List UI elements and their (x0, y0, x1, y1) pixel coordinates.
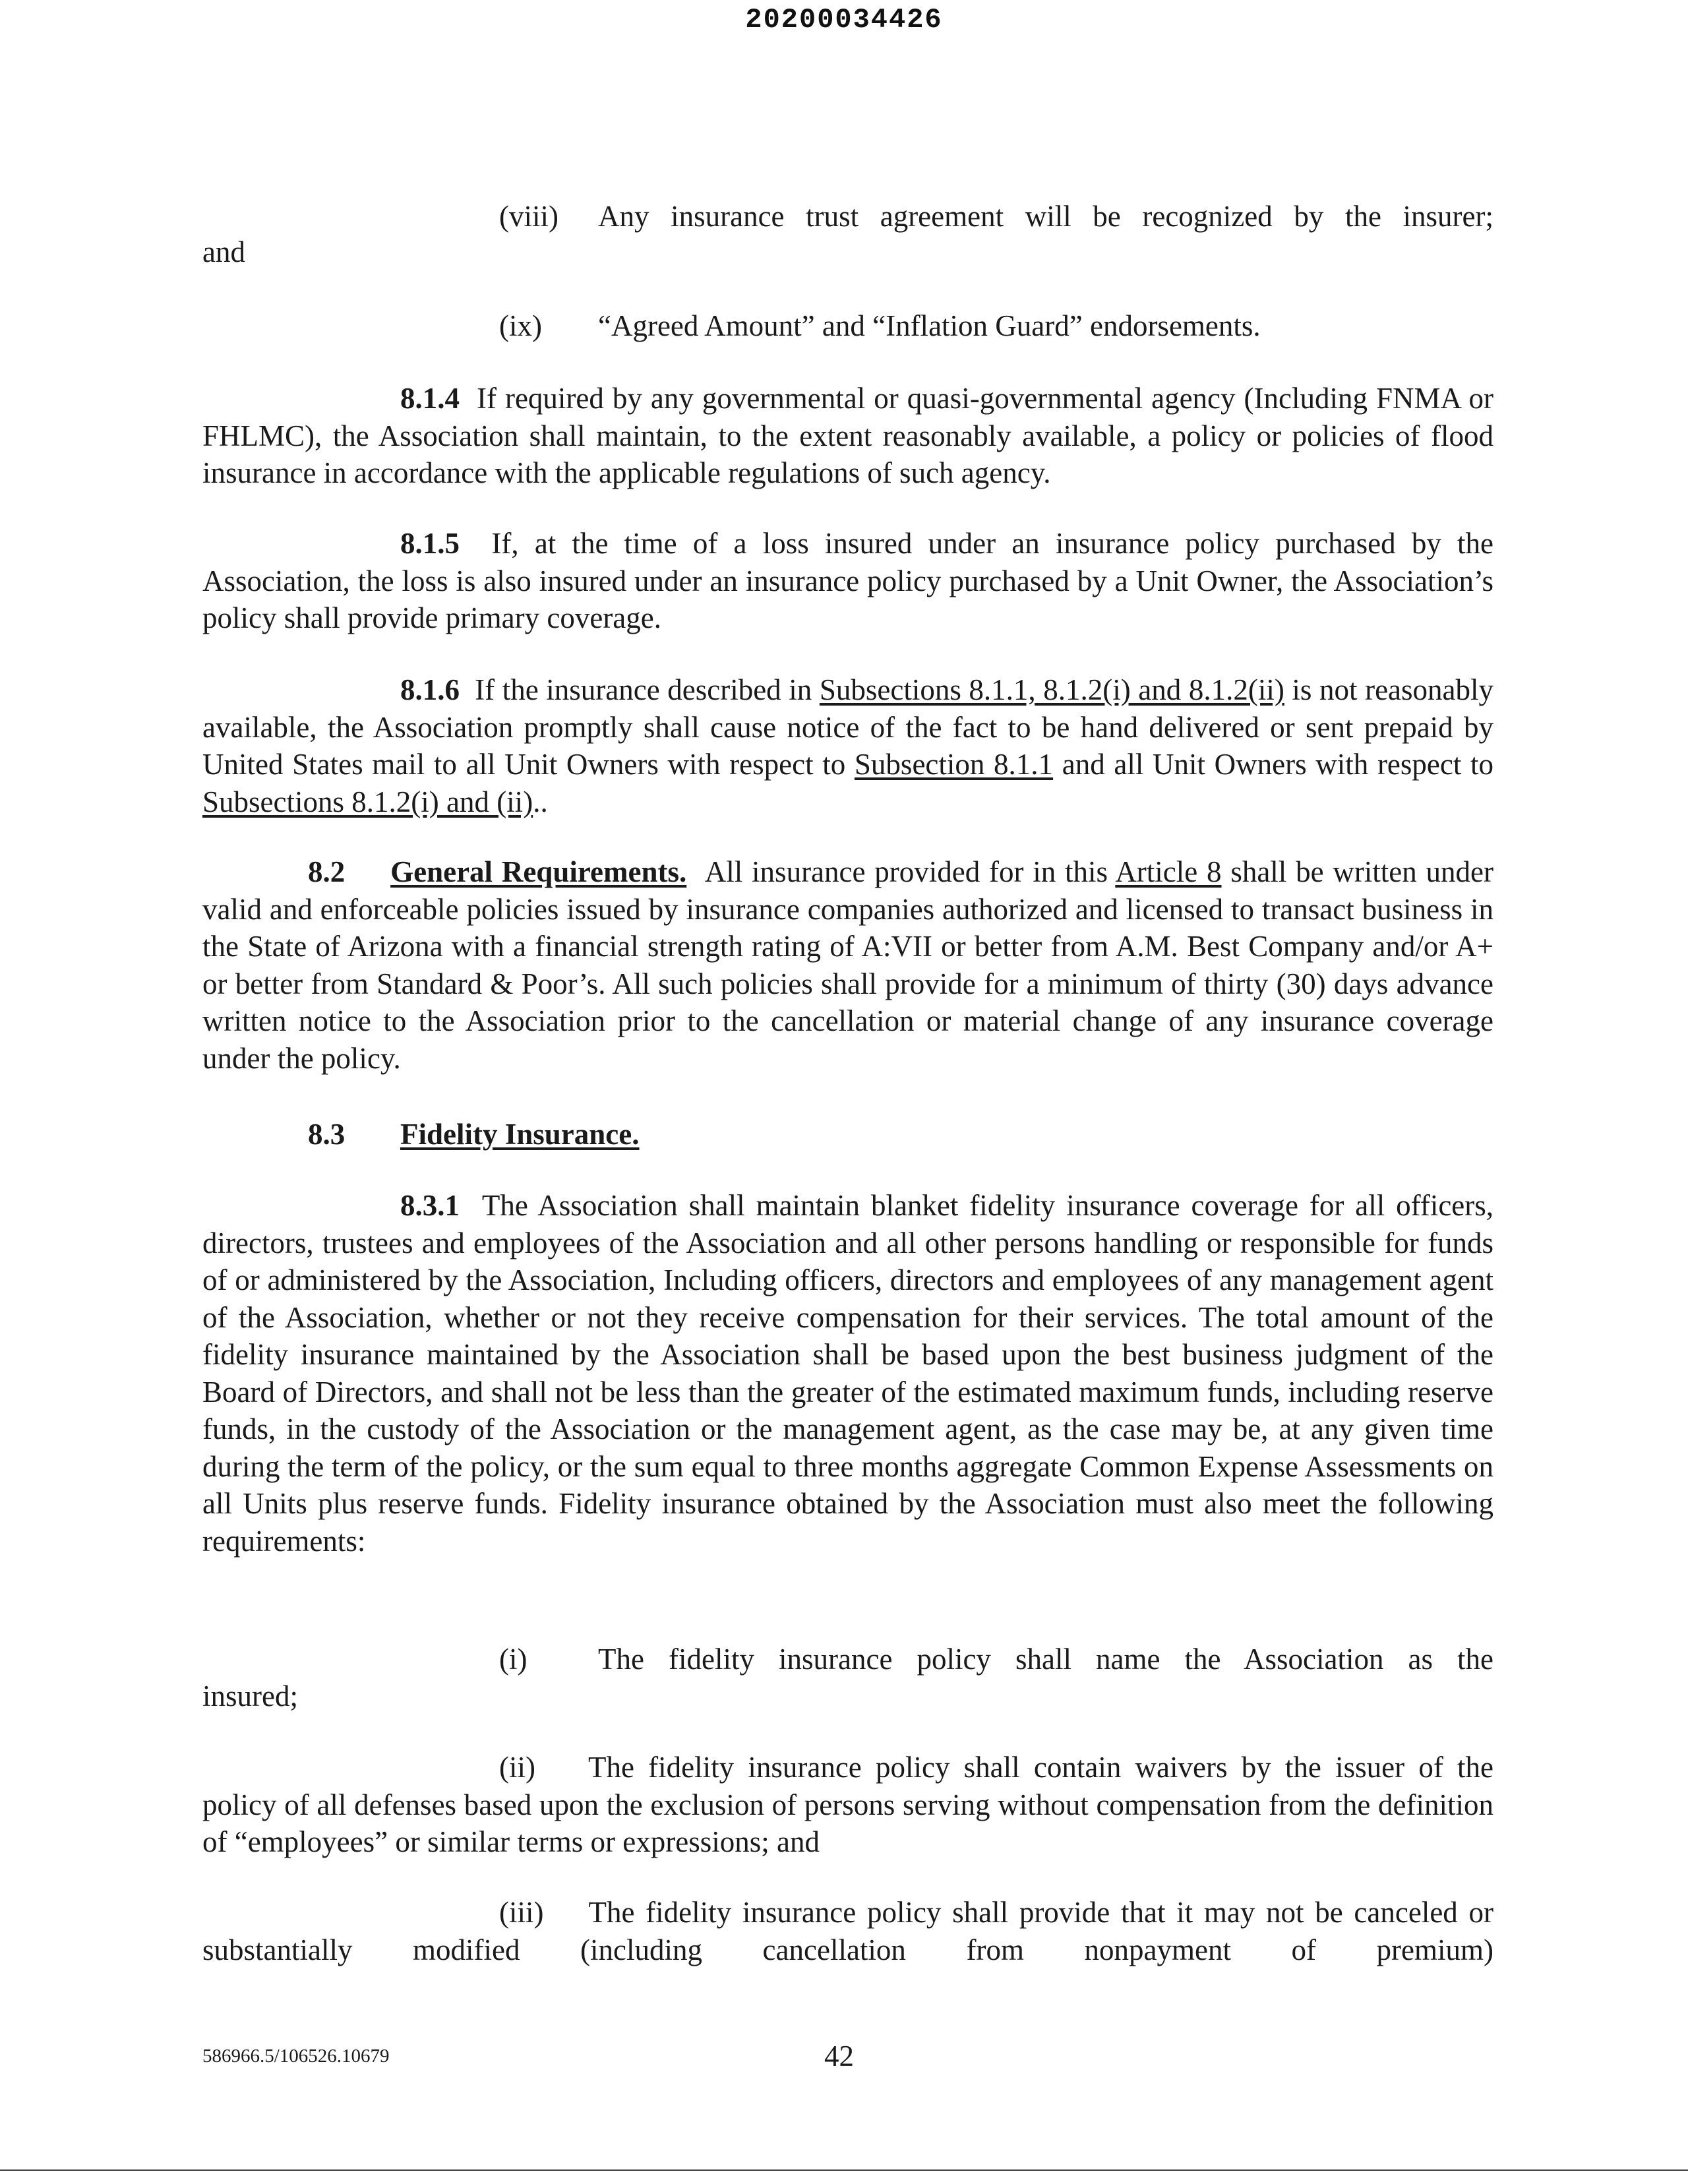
item-number: (iii) (499, 1896, 544, 1929)
and-label: and (202, 235, 245, 268)
document-number: 20200034426 (745, 4, 943, 36)
bottom-scan-edge (0, 2169, 1688, 2171)
section-8-1-6 (202, 671, 1493, 820)
section-number: 8.3.1 (400, 1189, 460, 1222)
section-text: If required by any governmental or quasi-governmental agency (Including FNMA or FHLMC), the Association shall maintain, to the extent reasonably available, a policy or policies of flood insurance in accordance with the applicable regulations of such agency. (202, 382, 1493, 489)
section-8-3-1 (202, 1187, 1493, 1560)
item-text: The fidelity insurance policy shall contain waivers by the issuer of the policy of all defenses based upon the exclusion of persons serving without compensation from the definition of “employees” or similar terms or expressions; and (202, 1751, 1493, 1858)
fidelity-item-i-number: (i) (499, 1643, 528, 1676)
section-text: is not reasonably available, the Association promptly shall cause notice of the fact to be hand delivered or sent prepaid by United States mail to all Unit Owners with respect to (202, 673, 1493, 781)
fidelity-item-i-continuation: insured; (202, 1680, 298, 1713)
section-text: The Association shall maintain blanket fidelity insurance coverage for all officers, directors, trustees and employees of the Association and all other persons handling or responsible for funds of or administered by the Association, Including officers, directors and employees of any management agent of the Association, whether or not they receive compensation for their services. The total amount of the fidelity insurance maintained by the Association shall be based upon the best business judgment of the Board of Directors, and shall not be less than the greater of the estimated maximum funds, including reserve funds, in the custody of the Association or the management agent, as the case may be, at any given time during the term of the policy, or the sum equal to three months aggregate Common Expense Assessments on all Units plus reserve funds. Fidelity insurance obtained by the Association must also meet the following requirements: (202, 1189, 1494, 1558)
footer-document-reference: 586966.5/106526.10679 (202, 2046, 390, 2067)
page-number: 42 (824, 2040, 854, 2073)
section-8-3-number: 8.3 (308, 1118, 346, 1151)
cross-reference: Article 8 (1115, 855, 1222, 888)
item-viii-number: (viii) (499, 200, 558, 233)
section-number: 8.1.4 (400, 382, 460, 415)
section-text: shall be written under valid and enforceable policies issued by insurance companies authorized and licensed to transact business in the State of Arizona with a financial strength rating of A:VII or better from A.M. Best Company and/or A+ or better from Standard & Poor’s. All such policies shall provide for a minimum of thirty (30) days advance written notice to the Association prior to the cancellation or material change of any insurance coverage under the policy. (202, 855, 1494, 1075)
cross-reference: Subsections 8.1.1, 8.1.2(i) and 8.1.2(ii) (819, 673, 1284, 706)
section-number: 8.1.6 (400, 673, 460, 706)
section-title: General Requirements. (390, 855, 687, 888)
item-ix-text: “Agreed Amount” and “Inflation Guard” endorsements. (598, 309, 1261, 342)
item-number: (ii) (499, 1751, 535, 1784)
fidelity-item-i-text: The fidelity insurance policy shall name the Association as the (598, 1643, 1493, 1676)
section-number: 8.2 (308, 855, 346, 888)
section-8-3-title: Fidelity Insurance. (400, 1118, 640, 1151)
cross-reference: Subsection 8.1.1 (854, 748, 1054, 781)
fidelity-item-ii (202, 1749, 1493, 1861)
section-text: and all Unit Owners with respect to (1062, 748, 1494, 781)
section-text: If, at the time of a loss insured under an insurance policy purchased by the Association, the loss is also insured under an insurance policy purchased by a Unit Owner, the Association’s policy shall provide primary coverage. (202, 527, 1494, 634)
section-text: If the insurance described in (475, 673, 812, 706)
section-8-1-4 (202, 380, 1493, 492)
item-text: The fidelity insurance policy shall provide that it may not be canceled or substantially modified (including cancellation from nonpayment of premium) (202, 1896, 1493, 1966)
fidelity-item-iii (202, 1894, 1493, 1968)
section-text: .. (533, 785, 548, 818)
section-number: 8.1.5 (400, 527, 460, 560)
cross-reference: Subsections 8.1.2(i) and (ii) (202, 785, 533, 818)
section-text: All insurance provided for in this (704, 855, 1108, 888)
item-ix-number: (ix) (499, 309, 542, 342)
section-8-2 (202, 853, 1493, 1077)
item-viii-text: Any insurance trust agreement will be recognized by the insurer; (598, 200, 1493, 233)
section-8-1-5 (202, 525, 1493, 637)
